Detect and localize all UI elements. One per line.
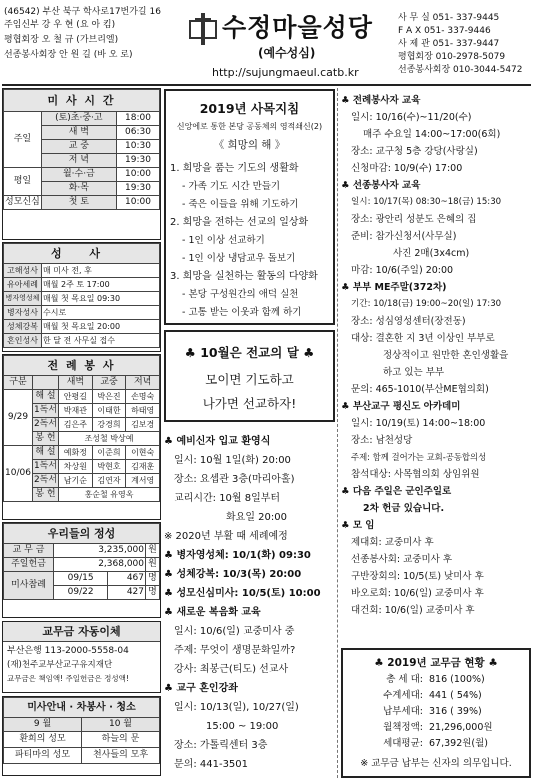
mass-time: 10:00 [116, 196, 159, 210]
server-name: 김은주 [59, 418, 93, 432]
notice-line: 일시: 10월 1일(화) 20:00 [174, 455, 291, 466]
guide-group: 천사들의 모후 [82, 748, 160, 764]
tithe-label: 월책정액: [383, 722, 423, 733]
server-name: 강경희 [92, 418, 126, 432]
notice-line: 주제: 무엇이 생명문화일까? [174, 645, 296, 656]
mass-group-sunday: 주일 [4, 112, 42, 168]
tithe-value: 21,296,000원 [429, 722, 493, 733]
notice-line: 마감: 10/6(주일) 20:00 [351, 265, 454, 276]
tithe-label: 수계세대: [383, 690, 423, 701]
tithe-slogan: 교무금은 책임액! 주일헌금은 정성액! [7, 674, 129, 683]
servers-date: 9/29 [4, 390, 33, 446]
tithe-value: 67,392원(월) [429, 738, 489, 749]
header-info-left [4, 6, 179, 63]
server-name: 이태한 [92, 404, 126, 418]
pastoral-subitem: - 1인 이상 선교하기 [182, 235, 265, 246]
server-name: 박현호 [92, 460, 126, 474]
servers-col-header [32, 376, 58, 390]
notice-line: 화요일 20:00 [226, 512, 287, 523]
liturgy-servers-panel [2, 354, 161, 520]
server-name: 박재관 [59, 404, 93, 418]
sacrament-info: 한 달 전 사무실 접수 [42, 334, 160, 348]
mission-line: 모이면 기도하고 [205, 372, 294, 387]
tithe-footer: ※ 교무금 납부는 신자의 의무입니다. [360, 758, 512, 769]
mass-slot: 월·수·금 [41, 168, 116, 182]
guide-month: 10 월 [82, 718, 160, 732]
mass-time: 10:30 [116, 140, 159, 154]
notice-heading: ♣ 다음 주일은 군인주일로 [341, 486, 452, 497]
mission-line: 나가면 선교하자! [202, 396, 297, 411]
attendance-unit: 명 [146, 586, 160, 600]
servers-title: 전 례 봉 사 [4, 356, 160, 376]
mission-month-panel [164, 330, 335, 422]
server-name: 이현숙 [126, 446, 160, 460]
mass-time: 19:30 [116, 182, 159, 196]
notice-line: 정상적이고 원만한 혼인생활을 [383, 350, 509, 361]
pastoral-item: 2. 희망을 전하는 선교의 일상화 [170, 217, 309, 228]
notice-heading: ♣ 부부 ME주말(372차) [341, 282, 447, 293]
notice-line: 신청마감: 10/9(수) 17:00 [351, 163, 463, 174]
guide-group: 환희의 성모 [4, 732, 82, 748]
church-logo [189, 12, 217, 46]
offering-unit: 원 [146, 558, 160, 572]
sacraments-title: 성 사 [4, 244, 160, 264]
notice-heading: ♣ 모 임 [341, 520, 375, 531]
notice-heading: ♣ 선종봉사자 교육 [341, 180, 421, 191]
header-contacts [398, 12, 531, 77]
pastoral-guidelines-panel [164, 89, 335, 325]
middle-notices [164, 432, 336, 774]
notice-heading: ♣ 예비신자 입교 환영식 [164, 436, 271, 447]
notice-line: 문의: 441-3501 [174, 759, 249, 770]
sacrament-name: 병자영성체 [4, 292, 42, 306]
notice-line: 강사: 최봉근(티도) 선교사 [174, 664, 289, 675]
bank-account: 부산은행 113-2000-5558-04 [7, 646, 129, 656]
server-name: 남기순 [59, 474, 93, 488]
attendance-label: 미사참례 [4, 572, 54, 600]
tithe-value: 441 ( 54%) [429, 690, 482, 701]
server-name: 김재훈 [126, 460, 160, 474]
notice-line: 일시: 10/16(수)~11/20(수) [351, 112, 472, 123]
attendance-date: 09/15 [54, 572, 108, 586]
contact-funeral: 선종봉사회장 010-3044-5472 [398, 65, 523, 75]
tithe-label: 납부세대: [383, 706, 423, 717]
offering-panel [2, 522, 161, 618]
servers-role: 해 설 [32, 390, 58, 404]
notice-line: 기간: 10/18(금) 19:00~20(일) 17:30 [351, 299, 502, 309]
guide-month: 9 월 [4, 718, 82, 732]
council-president: 평협회장 오 철 규 (가브리엘) [4, 35, 119, 45]
notice-heading: ♣ 성체강복: 10/3(목) 20:00 [164, 569, 302, 580]
header-divider [2, 84, 531, 86]
notice-heading: ♣ 새로운 복음화 교육 [164, 607, 261, 618]
server-name: 박은진 [92, 390, 126, 404]
server-name: 이준희 [92, 446, 126, 460]
server-name: 조성철 박상예 [59, 432, 160, 446]
notice-line: 대상: 결혼한 지 3년 이상인 부부로 [351, 333, 495, 344]
mass-group-marian: 성모신심 [4, 196, 42, 210]
auto-transfer-panel [2, 621, 161, 693]
server-name: 안평길 [59, 390, 93, 404]
guide-group: 하늘의 문 [82, 732, 160, 748]
notice-line: 2차 헌금 있습니다. [363, 503, 445, 514]
sacrament-name: 고해성사 [4, 264, 42, 278]
mass-group-weekday: 평일 [4, 168, 42, 196]
account-holder: (재)천주교부산교구유지재단 [7, 660, 113, 670]
sacrament-name: 성체강복 [4, 320, 42, 334]
servers-role: 2독서 [32, 418, 58, 432]
notice-line: 주제: 함께 걸어가는 교회-공동합의성 [351, 452, 487, 462]
tithe-value: 316 ( 39%) [429, 706, 482, 717]
pastoral-subitem: - 가족 기도 시간 만들기 [182, 181, 281, 192]
notice-line: 매주 수요일 14:00~17:00(6회) [363, 129, 501, 140]
pastoral-subitem: - 1인 이상 냉담교우 돌보기 [182, 253, 296, 264]
contact-office: 사 무 실 051- 337-9445 [398, 13, 500, 23]
address: (46542) 부산 북구 학사로17번가길 16 [4, 7, 161, 17]
attendance-date: 09/22 [54, 586, 108, 600]
notice-line: 일시: 10/6(일) 교중미사 중 [174, 626, 295, 637]
pastoral-subitem: - 죽은 이들을 위해 기도하기 [182, 199, 299, 210]
offering-label: 교 무 금 [4, 544, 54, 558]
mass-time: 10:00 [116, 168, 159, 182]
guide-group: 파티마의 성모 [4, 748, 82, 764]
notice-heading: ♣ 전례봉사자 교육 [341, 95, 421, 106]
auto-transfer-title: 교무금 자동이체 [3, 622, 160, 642]
sacraments-panel [2, 242, 161, 352]
offering-amount: 3,235,000 [54, 544, 146, 558]
pastoral-item: 3. 희망을 실천하는 활동의 다양화 [170, 271, 318, 282]
notice-line: 선종봉사회: 교중미사 후 [351, 554, 453, 565]
notice-line: 장소: 가톨릭센터 3층 [174, 740, 268, 751]
notice-line: 사진 2매(3x4cm) [393, 248, 470, 259]
notice-line: 일시: 10/13(일), 10/27(일) [174, 702, 299, 713]
mass-times-panel [2, 88, 161, 240]
notice-line: 15:00 ~ 19:00 [206, 721, 279, 732]
mass-slot: 새 벽 [41, 126, 116, 140]
notice-line: 대건회: 10/6(일) 교중미사 후 [351, 605, 475, 616]
attendance-count: 467 [108, 572, 146, 586]
pastoral-item: 1. 희망을 품는 기도의 생활화 [170, 163, 299, 174]
server-name: 예화정 [59, 446, 93, 460]
sacrament-name: 혼인성사 [4, 334, 42, 348]
mass-slot: 저 녁 [41, 154, 116, 168]
church-subtitle: (예수성심) [258, 46, 316, 60]
mass-time: 06:30 [116, 126, 159, 140]
notice-heading: ♣ 병자영성체: 10/1(화) 09:30 [164, 550, 311, 561]
notice-line: 바오로회: 10/6(일) 교중미사 후 [351, 588, 484, 599]
mass-slot: 교 중 [41, 140, 116, 154]
pastoral-subitem: - 본당 구성원간의 애덕 실천 [182, 289, 299, 300]
right-notices [341, 92, 531, 619]
servers-role: 2독서 [32, 474, 58, 488]
notice-line: 교리시간: 10월 8일부터 [174, 493, 281, 504]
contact-rectory: 사 제 관 051- 337-9447 [398, 39, 500, 49]
pastoral-title: 2019년 사목지침 [199, 101, 300, 116]
offering-label: 주일헌금 [4, 558, 54, 572]
server-name: 하태영 [126, 404, 160, 418]
sacrament-info: 수시로 [42, 306, 160, 320]
pastoral-items [170, 160, 329, 322]
sacrament-info: 매월 2주 토 17:00 [42, 278, 160, 292]
mass-slot: 첫 토 [41, 196, 116, 210]
guide-title: 미사안내 · 차봉사 · 청소 [4, 698, 160, 718]
funeral-president: 선종봉사회장 안 원 길 (바 오 로) [4, 50, 133, 60]
servers-role: 봉 헌 [32, 488, 58, 502]
pastoral-subtitle: 신앙에로 통한 본당 공동체의 영적쇄신(2) [176, 122, 323, 131]
tithe-value: 816 (100%) [429, 674, 485, 685]
servers-col-header: 교중 [92, 376, 126, 390]
mass-time: 19:30 [116, 154, 159, 168]
contact-fax: F A X 051- 337-9446 [398, 26, 491, 36]
servers-col-header: 구분 [4, 376, 33, 390]
notice-line: 일시: 10/17(목) 08:30~18(금) 15:30 [351, 197, 502, 207]
mission-headline: ♣ 10월은 전교의 달 ♣ [184, 345, 315, 360]
notice-line: 제대회: 교중미사 후 [351, 537, 434, 548]
notice-line: 하고 있는 부부 [383, 367, 445, 378]
column-divider [337, 88, 338, 778]
attendance-unit: 명 [146, 572, 160, 586]
tithe-label: 총 세 대: [386, 674, 423, 685]
attendance-count: 427 [108, 586, 146, 600]
notice-line: 참석대상: 사목협의회 상임위원 [351, 469, 480, 480]
servers-role: 1독서 [32, 404, 58, 418]
tithe-label: 세대평균: [383, 738, 423, 749]
notice-heading: ♣ 교구 혼인강좌 [164, 683, 238, 694]
pastoral-motto: 《 희망의 해 》 [213, 139, 286, 151]
server-name: 김연자 [92, 474, 126, 488]
servers-role: 해 설 [32, 446, 58, 460]
offering-unit: 원 [146, 544, 160, 558]
mass-slot: (토)초·중·고 [41, 112, 116, 126]
notice-note: ※ 2020년 부활 때 세례예정 [164, 531, 288, 542]
sacrament-info: 매월 첫 목요일 20:00 [42, 320, 160, 334]
server-name: 김보경 [126, 418, 160, 432]
notice-line: 준비: 참가신청서(사무실) [351, 231, 457, 242]
notice-line: 장소: 교구청 5층 강당(사랑실) [351, 146, 478, 157]
contact-council: 평협회장 010-2978-5079 [398, 52, 506, 62]
servers-role: 봉 헌 [32, 432, 58, 446]
mass-times-title: 미 사 시 간 [4, 90, 160, 112]
notice-line: 장소: 요셉관 3층(마리아홀) [174, 474, 295, 485]
sacrament-name: 병자성사 [4, 306, 42, 320]
servers-col-header: 저녁 [126, 376, 160, 390]
servers-role: 1독서 [32, 460, 58, 474]
notice-line: 문의: 465-1010(부산ME협의회) [351, 384, 489, 395]
sacrament-info: 매 미사 전, 후 [42, 264, 160, 278]
church-title: 수정마을성당 [222, 13, 373, 42]
server-name: 차상원 [59, 460, 93, 474]
notice-line: 장소: 남천성당 [351, 435, 413, 446]
offering-title: 우리들의 정성 [4, 524, 160, 544]
notice-line: 일시: 10/19(토) 14:00~18:00 [351, 418, 486, 429]
servers-col-header: 새벽 [59, 376, 93, 390]
guide-panel [2, 696, 161, 776]
tithe-status-panel [341, 648, 531, 778]
notice-heading: ♣ 성모신심미사: 10/5(토) 10:00 [164, 588, 321, 599]
mass-slot: 화·목 [41, 182, 116, 196]
pastoral-subitem: - 고통 받는 이웃과 함께 하기 [182, 307, 302, 318]
website-url[interactable]: http://sujungmaeul.catb.kr [212, 66, 359, 79]
notice-line: 구반장회의: 10/5(토) 낮미사 후 [351, 571, 484, 582]
notice-heading: ♣ 부산교구 평신도 아카데미 [341, 401, 461, 412]
notice-line: 장소: 광안리 성분도 은혜의 집 [351, 214, 477, 225]
pastor: 주임신부 강 우 현 (요 아 킴) [4, 20, 116, 30]
server-name: 홍순철 유영옥 [59, 488, 160, 502]
servers-date: 10/06 [4, 446, 33, 502]
offering-amount: 2,368,000 [54, 558, 146, 572]
notice-line: 장소: 성심영성센터(장전동) [351, 316, 466, 327]
tithe-title: ♣ 2019년 교무금 현황 ♣ [374, 657, 498, 669]
mass-time: 18:00 [116, 112, 159, 126]
server-name: 계서영 [126, 474, 160, 488]
sacrament-info: 매월 첫 목요일 09:30 [42, 292, 160, 306]
sacrament-name: 유아세례 [4, 278, 42, 292]
server-name: 손명숙 [126, 390, 160, 404]
